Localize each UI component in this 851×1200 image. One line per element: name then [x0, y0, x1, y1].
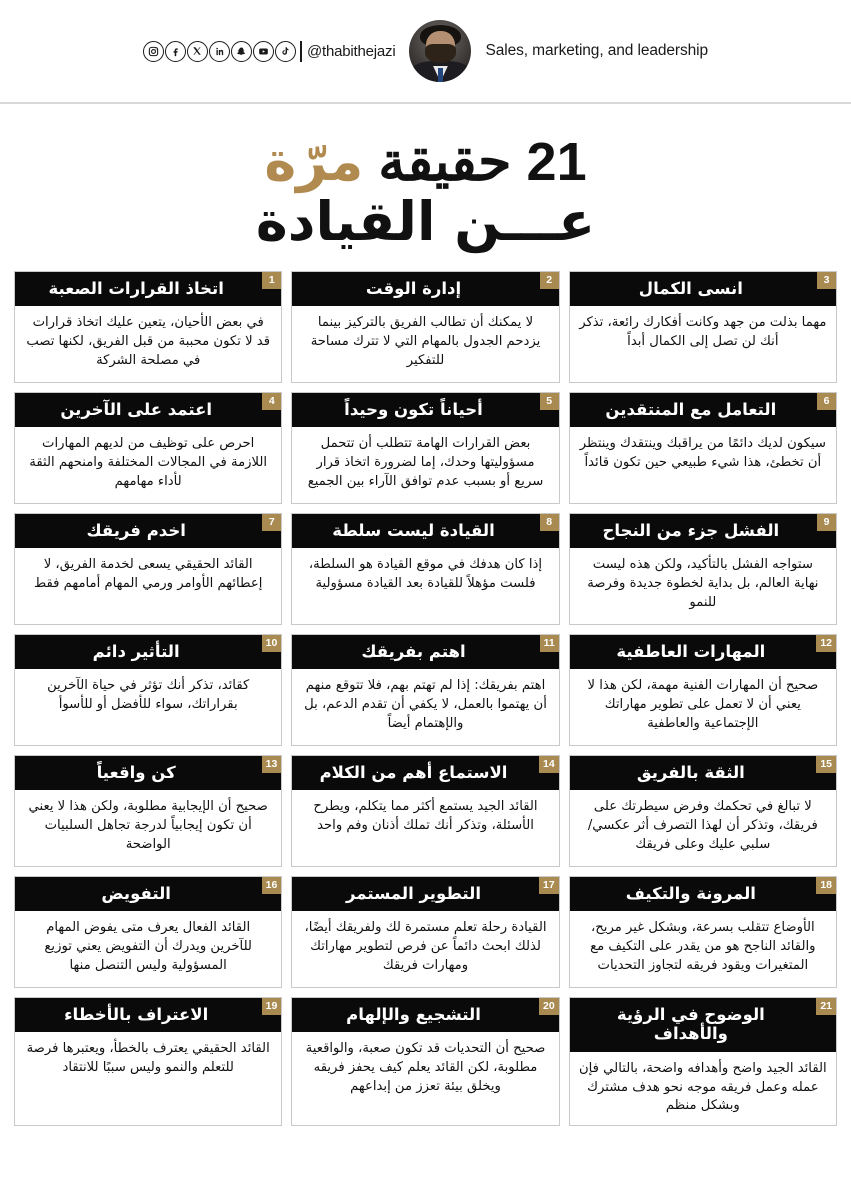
fact-card [291, 392, 559, 504]
fact-card-body [15, 790, 281, 866]
fact-card-text: لا يمكنك أن تطالب الفريق بالتركيز بينما يزدحم الجدول بالمهام التي لا تترك مساحة للتفكير [310, 315, 541, 368]
fact-card-text: إذا كان هدفك في موقع القيادة هو السلطة، فلست مؤهلاً للقيادة بعد القيادة مسؤولية [308, 557, 543, 592]
fact-card-number: 12 [816, 635, 836, 653]
fact-card-title: اهتم بفريقك [361, 641, 466, 661]
fact-card-text: اهتم بفريقك: إذا لم تهتم بهم، فلا تتوقع منهم أن يهتموا بالعمل، لا يكفي أن تقدم الدعم، بل والإهتمام أيضاً [304, 678, 547, 731]
fact-card-number: 14 [539, 756, 559, 774]
fact-card-text: سيكون لديك دائمًا من يراقبك وينتقدك وينتظر أن تخطئ، هذا شيء طبيعي حين تكون قائداً [579, 436, 826, 471]
fact-card [291, 876, 559, 988]
fact-card-text: لا تبالغ في تحكمك وفرض سيطرتك على فريقك، وتذكر أن لهذا التصرف أثر عكسي/سلبي عليك وعلى فريقك [587, 799, 818, 852]
fact-card-text: القيادة رحلة تعلم مستمرة لك ولفريقك أيضًا، لذلك ابحث دائماً عن فرص لتطوير مهاراتك ومهارات فريقك [304, 920, 547, 973]
fact-card-body [292, 306, 558, 382]
facts-grid [0, 271, 851, 1136]
title-highlight-word: مرّة [264, 130, 364, 193]
fact-card-header [570, 998, 836, 1052]
fact-card [569, 634, 837, 746]
fact-card-title: الوضوح في الرؤية والأهداف [616, 1004, 765, 1044]
fact-card-body [570, 427, 836, 503]
fact-card-number: 20 [539, 998, 559, 1016]
fact-card-text: الأوضاع تتقلب بسرعة، وبشكل غير مريح، والقائد الناجح هو من يقدر على التكيف مع المتغيرات ويقود فريقه لتجاوز التحديات [590, 920, 816, 973]
fact-card [291, 513, 559, 625]
fact-card-body [292, 1032, 558, 1125]
avatar [409, 20, 471, 82]
fact-card-title: الثقة بالفريق [636, 762, 745, 782]
fact-card-header [292, 635, 558, 669]
instagram-icon[interactable] [143, 41, 164, 62]
fact-card-header [292, 998, 558, 1032]
title-line-1 [0, 132, 851, 192]
fact-card-header [15, 393, 281, 427]
fact-card-title: كن واقعياً [96, 762, 176, 782]
fact-card-text: القائد الحقيقي يسعى لخدمة الفريق، لا إعطائهم الأوامر ورمي المهام أمامهم فقط [33, 557, 263, 592]
fact-card-header [15, 998, 281, 1032]
fact-card-title: اخدم فريقك [86, 520, 186, 540]
fact-card-text: صحيح أن التحديات قد تكون صعبة، والواقعية مطلوبة، لكن القائد يعلم كيف يحفز فريقه ويخلق بيئة تعزز من إبداعهم [305, 1041, 546, 1094]
fact-card-text: القائد الحقيقي يعترف بالخطأ، ويعتبرها فرصة للتعلم والنمو وليس سببًا للانتقاد [26, 1041, 270, 1076]
fact-card-title: التفويض [101, 883, 171, 903]
fact-card-header [15, 635, 281, 669]
fact-card-title: المرونة والتكيف [625, 883, 756, 903]
fact-card-text: مهما بذلت من جهد وكانت أفكارك رائعة، تذكر أنك لن تصل إلى الكمال أبداً [579, 315, 827, 350]
fact-card-header [292, 514, 558, 548]
fact-card-body [292, 790, 558, 866]
fact-card-number: 15 [816, 756, 836, 774]
fact-card [14, 876, 282, 988]
facebook-icon[interactable] [165, 41, 186, 62]
fact-card-number: 9 [817, 514, 836, 532]
fact-card-number: 21 [816, 998, 836, 1016]
fact-card-number: 3 [817, 272, 836, 290]
fact-card-text: ستواجه الفشل بالتأكيد، ولكن هذه ليست نهاية العالم، بل بداية لخطوة جديدة وفرصة للنمو [587, 557, 819, 610]
fact-card-body [570, 790, 836, 866]
fact-card-header [292, 272, 558, 306]
x-twitter-icon[interactable] [187, 41, 208, 62]
fact-card [14, 513, 282, 625]
fact-card-body [15, 911, 281, 987]
fact-card [291, 997, 559, 1126]
social-icons-row [143, 41, 296, 62]
fact-card-title: إدارة الوقت [365, 278, 462, 298]
fact-card-title: الفشل جزء من النجاح [602, 520, 780, 540]
fact-card-header [570, 272, 836, 306]
title-line-1-pre: 21 حقيقة [363, 132, 587, 192]
fact-card-title: اعتمد على الآخرين [60, 399, 213, 419]
fact-card-number: 2 [540, 272, 559, 290]
fact-card-title: اتخاذ القرارات الصعبة [48, 278, 224, 298]
fact-card-body [15, 306, 281, 382]
fact-card-header [570, 514, 836, 548]
fact-card-text: صحيح أن المهارات الفنية مهمة، لكن هذا لا يعني أن لا تعمل على تطوير مهاراتك الإجتماعية والعاطفية [587, 678, 819, 731]
fact-card-header [15, 756, 281, 790]
fact-card-text: كقائد، تذكر أنك تؤثر في حياة الآخرين بقراراتك، سواء للأفضل أو للأسوأ [47, 678, 250, 713]
fact-card [291, 755, 559, 867]
fact-card-body [15, 1032, 281, 1125]
fact-card-text: بعض القرارات الهامة تتطلب أن تتحمل مسؤوليتها وحدك، إما لضرورة اتخاذ قرار سريع أو بسبب عدم توافق الآراء بين الجميع [307, 436, 544, 489]
fact-card-number: 5 [540, 393, 559, 411]
fact-card-number: 8 [540, 514, 559, 532]
fact-card-header [15, 272, 281, 306]
fact-card-title: الاستماع أهم من الكلام [319, 762, 508, 782]
fact-card-number: 1 [262, 272, 281, 290]
fact-card-number: 17 [539, 877, 559, 895]
fact-card-number: 16 [262, 877, 282, 895]
fact-card-header [292, 756, 558, 790]
fact-card-title: الاعتراف بالأخطاء [64, 1004, 209, 1024]
fact-card-title: انسى الكمال [638, 278, 743, 298]
fact-card [569, 997, 837, 1126]
profile-tagline: Sales, marketing, and leadership [485, 42, 709, 59]
fact-card-body [570, 1052, 836, 1125]
fact-card-number: 18 [816, 877, 836, 895]
fact-card [569, 876, 837, 988]
snapchat-icon[interactable] [231, 41, 252, 62]
fact-card-title: التعامل مع المنتقدين [605, 399, 777, 419]
fact-card-title: التشجيع والإلهام [346, 1004, 481, 1024]
fact-card [569, 513, 837, 625]
avatar-tie [438, 68, 443, 82]
fact-card-text: في بعض الأحيان، يتعين عليك اتخاذ قرارات قد لا تكون محببة من قبل الفريق، لكنها تصب في مصلحة الشركة [26, 315, 271, 368]
fact-card [291, 271, 559, 383]
fact-card [14, 997, 282, 1126]
fact-card-header [15, 514, 281, 548]
fact-card [569, 271, 837, 383]
fact-card-number: 13 [262, 756, 282, 774]
fact-card-header [292, 877, 558, 911]
profile-handle[interactable]: @thabithejazi [306, 42, 396, 60]
fact-card-body [15, 669, 281, 745]
fact-card-number: 6 [817, 393, 836, 411]
fact-card-text: احرص على توظيف من لديهم المهارات اللازمة في المجالات المختلفة وامنحهم الثقة لأداء مهامهم [29, 436, 268, 489]
fact-card [14, 755, 282, 867]
fact-card-body [292, 669, 558, 745]
handle-separator [300, 41, 302, 62]
fact-card-body [292, 911, 558, 987]
header-inner [143, 20, 708, 82]
fact-card-number: 10 [262, 635, 282, 653]
fact-card-header [292, 393, 558, 427]
fact-card-header [570, 635, 836, 669]
fact-card-number: 4 [262, 393, 281, 411]
linkedin-icon[interactable] [209, 41, 230, 62]
fact-card-header [570, 877, 836, 911]
fact-card-title: التطوير المستمر [346, 883, 481, 903]
fact-card-number: 19 [262, 998, 282, 1016]
tiktok-icon[interactable] [275, 41, 296, 62]
fact-card [291, 634, 559, 746]
profile-header-bar [0, 0, 851, 104]
fact-card-header [15, 877, 281, 911]
title-line-2: عـــن القيادة [255, 190, 596, 254]
fact-card-title: القيادة ليست سلطة [332, 520, 495, 540]
fact-card-number: 7 [262, 514, 281, 532]
fact-card-body [292, 427, 558, 503]
fact-card [14, 392, 282, 504]
fact-card-body [292, 548, 558, 624]
fact-card [14, 271, 282, 383]
fact-card-body [15, 548, 281, 624]
fact-card-body [570, 911, 836, 987]
fact-card-number: 11 [540, 635, 559, 653]
fact-card [14, 634, 282, 746]
fact-card-title: أحياناً تكون وحيداً [344, 399, 483, 419]
fact-card-text: القائد الجيد واضح وأهدافه واضحة، بالتالي فإن عمله وعمل فريقه موجه نحو هدف مشترك وبشكل منظم [578, 1060, 827, 1114]
fact-card [569, 755, 837, 867]
fact-card-text: صحيح أن الإيجابية مطلوبة، ولكن هذا لا يعني أن تكون إيجابياً لدرجة تجاهل السلبيات الواضحة [28, 799, 268, 852]
youtube-icon[interactable] [253, 41, 274, 62]
page-title [0, 104, 851, 271]
fact-card-header [570, 756, 836, 790]
fact-card-header [570, 393, 836, 427]
fact-card-text: القائد الفعال يعرف متى يفوض المهام للآخرين ويدرك أن التفويض يعني توزيع المسؤولية وليس التنصل منها [44, 920, 252, 973]
fact-card [569, 392, 837, 504]
fact-card-body [570, 548, 836, 624]
fact-card-title: المهارات العاطفية [616, 641, 766, 661]
fact-card-text: القائد الجيد يستمع أكثر مما يتكلم، ويطرح الأسئلة، وتذكر أنك تملك أذنان وفم واحد [313, 799, 538, 834]
fact-card-body [570, 306, 836, 382]
fact-card-title: التأثير دائم [92, 641, 180, 661]
fact-card-body [570, 669, 836, 745]
fact-card-body [15, 427, 281, 503]
